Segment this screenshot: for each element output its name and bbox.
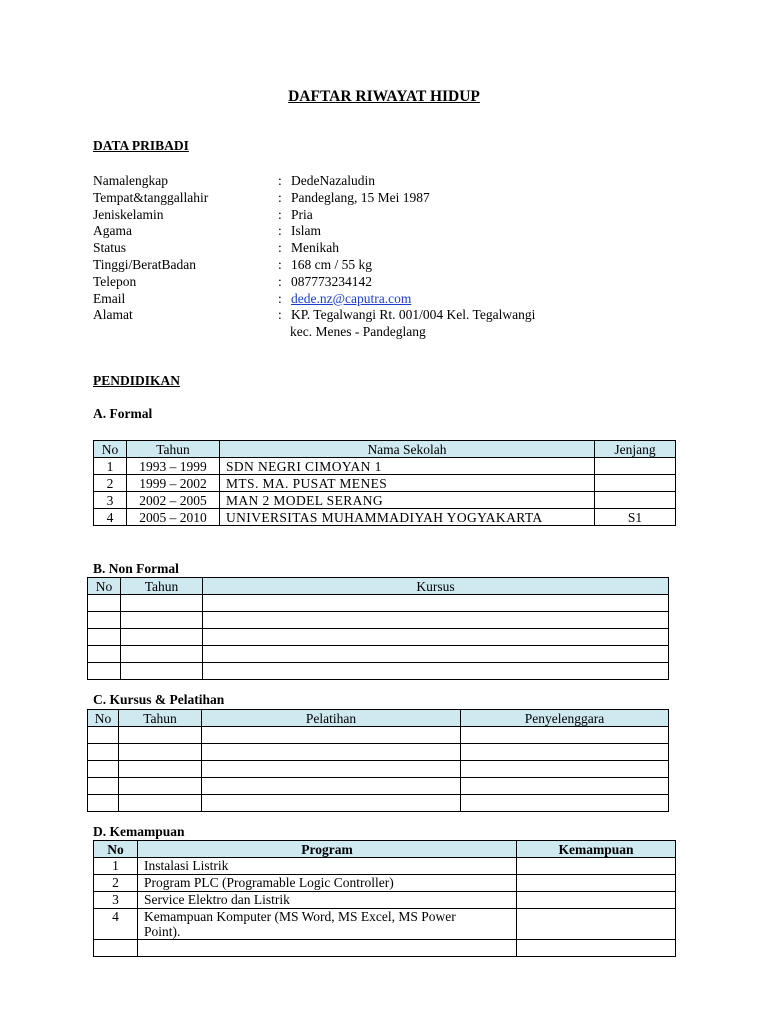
cell-nama-sekolah: SDN NEGRI CIMOYAN 1 bbox=[220, 458, 595, 475]
info-value: KP. Tegalwangi Rt. 001/004 Kel. Tegalwangi bbox=[291, 307, 536, 323]
table-row bbox=[88, 727, 669, 744]
info-label: Email bbox=[93, 290, 126, 306]
cell-program: Service Elektro dan Listrik bbox=[138, 892, 517, 909]
empty-cell bbox=[119, 727, 202, 744]
table-row bbox=[94, 475, 676, 492]
info-value: Pria bbox=[291, 206, 313, 222]
cell-program: Program PLC (Programable Logic Controller) bbox=[138, 875, 517, 892]
column-header-tahun: Tahun bbox=[121, 578, 203, 595]
cell-tahun: 2005 – 2010 bbox=[127, 509, 220, 526]
section-heading-data-pribadi: DATA PRIBADI bbox=[93, 138, 189, 153]
cell-jenjang bbox=[595, 492, 676, 509]
cell-no: 4 bbox=[94, 909, 138, 940]
cell-tahun: 2002 – 2005 bbox=[127, 492, 220, 509]
empty-cell bbox=[119, 778, 202, 795]
cell-kemampuan bbox=[517, 875, 676, 892]
empty-cell bbox=[202, 761, 461, 778]
empty-cell bbox=[203, 646, 669, 663]
program-line-1: Kemampuan Komputer (MS Word, MS Excel, MS Power bbox=[144, 909, 456, 924]
empty-cell bbox=[88, 646, 121, 663]
empty-cell bbox=[88, 595, 121, 612]
table-row bbox=[88, 629, 669, 646]
info-separator: : bbox=[278, 223, 282, 239]
cell-no: 1 bbox=[94, 458, 127, 475]
cell-tahun: 1999 – 2002 bbox=[127, 475, 220, 492]
cell-program: Instalasi Listrik bbox=[138, 858, 517, 875]
cell-nama-sekolah: MAN 2 MODEL SERANG bbox=[220, 492, 595, 509]
column-header-kursus: Kursus bbox=[203, 578, 669, 595]
info-label: Status bbox=[93, 240, 127, 256]
info-label: Alamat bbox=[93, 307, 133, 323]
column-header-no: No bbox=[94, 841, 138, 858]
cell-no bbox=[94, 940, 138, 957]
empty-cell bbox=[461, 795, 669, 812]
info-label: Agama bbox=[93, 223, 132, 239]
section-heading-pendidikan: PENDIDIKAN bbox=[93, 373, 181, 388]
info-label: Jeniskelamin bbox=[93, 206, 164, 222]
empty-cell bbox=[121, 663, 203, 680]
table-row bbox=[88, 612, 669, 629]
column-header-program: Program bbox=[138, 841, 517, 858]
empty-cell bbox=[121, 629, 203, 646]
program-line-2: Point). bbox=[144, 924, 181, 939]
empty-cell bbox=[88, 663, 121, 680]
empty-cell bbox=[202, 795, 461, 812]
table-row bbox=[88, 595, 669, 612]
empty-cell bbox=[461, 744, 669, 761]
empty-cell bbox=[202, 744, 461, 761]
cell-kemampuan bbox=[517, 858, 676, 875]
table-row bbox=[88, 778, 669, 795]
empty-cell bbox=[119, 761, 202, 778]
formal-education-table bbox=[93, 440, 676, 526]
empty-cell bbox=[461, 761, 669, 778]
info-label: Tempat&tanggallahir bbox=[93, 189, 209, 205]
cell-kemampuan bbox=[517, 940, 676, 957]
cell-program bbox=[138, 940, 517, 957]
empty-cell bbox=[88, 761, 119, 778]
subheading-kemampuan: D. Kemampuan bbox=[93, 824, 185, 839]
column-header-no: No bbox=[88, 710, 119, 727]
info-value: DedeNazaludin bbox=[291, 173, 375, 188]
table-row bbox=[94, 892, 676, 909]
cell-program bbox=[138, 909, 517, 940]
empty-cell bbox=[202, 727, 461, 744]
cell-no: 3 bbox=[94, 492, 127, 509]
empty-cell bbox=[461, 778, 669, 795]
cell-no: 2 bbox=[94, 875, 138, 892]
empty-cell bbox=[202, 778, 461, 795]
empty-cell bbox=[121, 595, 203, 612]
subheading-formal: A. Formal bbox=[93, 406, 153, 421]
info-value: 168 cm / 55 kg bbox=[291, 257, 372, 272]
empty-cell bbox=[121, 612, 203, 629]
column-header-no: No bbox=[88, 578, 121, 595]
table-row bbox=[88, 744, 669, 761]
empty-cell bbox=[88, 795, 119, 812]
empty-cell bbox=[203, 595, 669, 612]
info-separator: : bbox=[278, 189, 282, 205]
non-formal-table bbox=[87, 577, 669, 680]
cell-no: 4 bbox=[94, 509, 127, 526]
address-line-2: kec. Menes - Pandeglang bbox=[290, 324, 426, 339]
table-row bbox=[94, 509, 676, 526]
table-row bbox=[94, 858, 676, 875]
table-row bbox=[94, 458, 676, 475]
info-separator: : bbox=[278, 290, 282, 306]
empty-cell bbox=[88, 629, 121, 646]
cell-nama-sekolah: MTS. MA. PUSAT MENES bbox=[220, 475, 595, 492]
table-row bbox=[94, 492, 676, 509]
cell-jenjang bbox=[595, 458, 676, 475]
info-label: Telepon bbox=[93, 273, 137, 289]
empty-cell bbox=[121, 646, 203, 663]
empty-cell bbox=[203, 663, 669, 680]
info-separator: : bbox=[278, 173, 282, 188]
empty-cell bbox=[88, 727, 119, 744]
empty-cell bbox=[88, 612, 121, 629]
info-value: Islam bbox=[291, 223, 321, 239]
empty-cell bbox=[119, 744, 202, 761]
empty-cell bbox=[203, 629, 669, 646]
cell-no: 3 bbox=[94, 892, 138, 909]
table-row bbox=[94, 940, 676, 957]
cell-tahun: 1993 – 1999 bbox=[127, 458, 220, 475]
cell-no: 2 bbox=[94, 475, 127, 492]
email-link[interactable]: dede.nz@caputra.com bbox=[291, 290, 412, 306]
cell-kemampuan bbox=[517, 892, 676, 909]
empty-cell bbox=[88, 778, 119, 795]
info-value: Menikah bbox=[291, 240, 339, 256]
empty-cell bbox=[461, 727, 669, 744]
subheading-kursus-pelatihan: C. Kursus & Pelatihan bbox=[93, 692, 225, 707]
info-value: Pandeglang, 15 Mei 1987 bbox=[291, 189, 430, 205]
info-label: Tinggi/BeratBadan bbox=[93, 257, 196, 272]
cell-nama-sekolah: UNIVERSITAS MUHAMMADIYAH YOGYAKARTA bbox=[220, 509, 595, 526]
empty-cell bbox=[119, 795, 202, 812]
cell-jenjang bbox=[595, 475, 676, 492]
subheading-non-formal: B. Non Formal bbox=[93, 561, 179, 576]
skills-table bbox=[93, 840, 676, 957]
column-header-jenjang: Jenjang bbox=[595, 441, 676, 458]
table-row bbox=[88, 663, 669, 680]
document-title: DAFTAR RIWAYAT HIDUP bbox=[288, 88, 480, 105]
column-header-tahun: Tahun bbox=[119, 710, 202, 727]
column-header-no: No bbox=[94, 441, 127, 458]
training-table bbox=[87, 709, 669, 812]
column-header-kemampuan: Kemampuan bbox=[517, 841, 676, 858]
info-separator: : bbox=[278, 257, 282, 272]
table-row bbox=[94, 909, 676, 940]
column-header-penyelenggara: Penyelenggara bbox=[461, 710, 669, 727]
info-separator: : bbox=[278, 206, 282, 222]
column-header-tahun: Tahun bbox=[127, 441, 220, 458]
info-separator: : bbox=[278, 273, 282, 289]
column-header-pelatihan: Pelatihan bbox=[202, 710, 461, 727]
info-separator: : bbox=[278, 307, 282, 323]
table-row bbox=[94, 875, 676, 892]
table-row bbox=[88, 795, 669, 812]
column-header-nama-sekolah: Nama Sekolah bbox=[220, 441, 595, 458]
empty-cell bbox=[88, 744, 119, 761]
cell-kemampuan bbox=[517, 909, 676, 940]
empty-cell bbox=[203, 612, 669, 629]
cell-no: 1 bbox=[94, 858, 138, 875]
table-row bbox=[88, 761, 669, 778]
info-label: Namalengkap bbox=[93, 173, 168, 188]
cell-jenjang: S1 bbox=[595, 509, 676, 526]
info-value: 087773234142 bbox=[291, 273, 372, 289]
table-row bbox=[88, 646, 669, 663]
info-separator: : bbox=[278, 240, 282, 256]
